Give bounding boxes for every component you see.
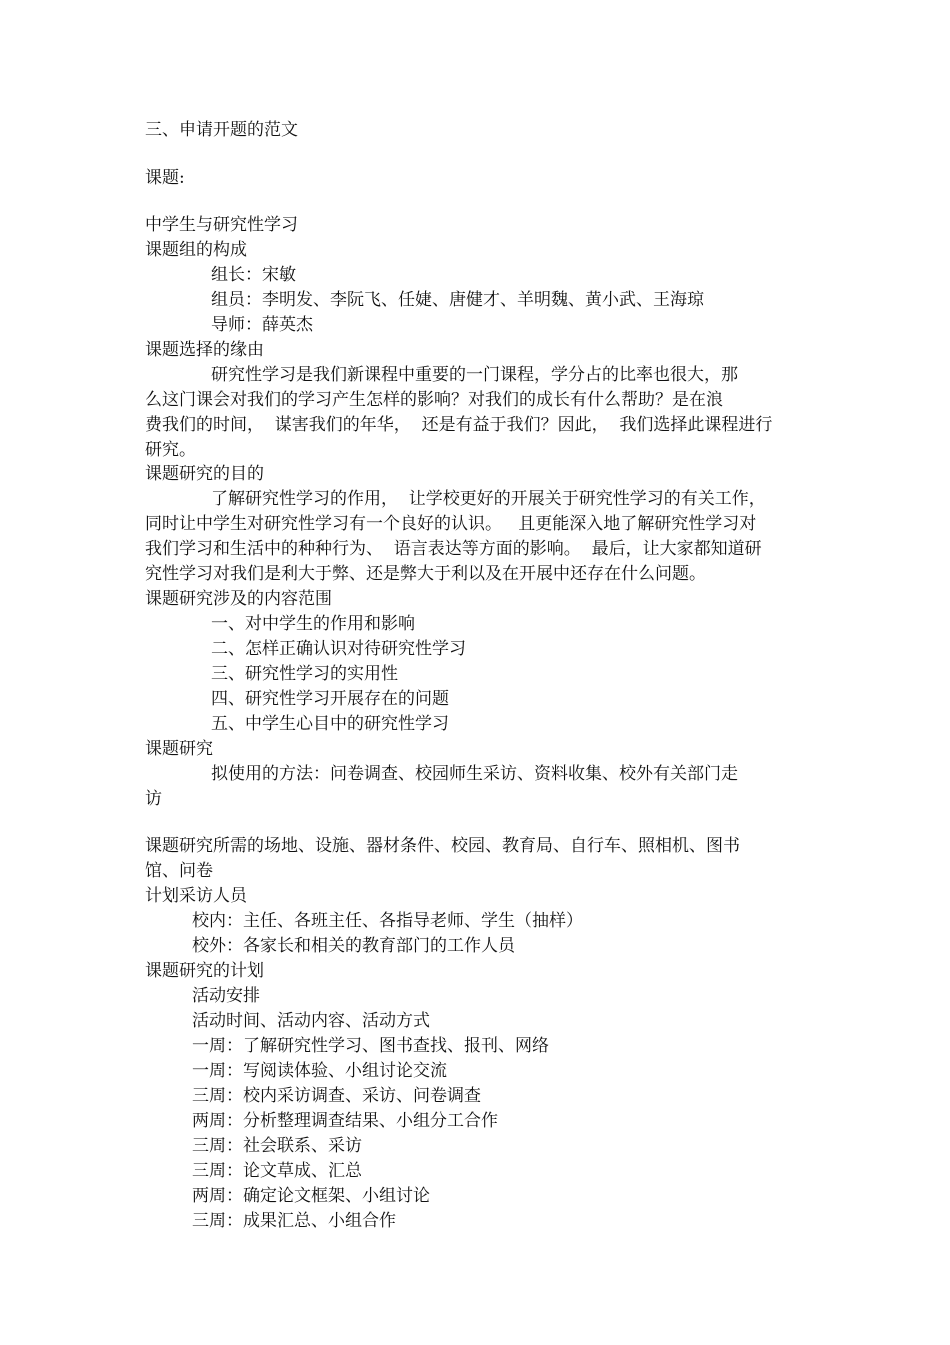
scope-item: 三、研究性学习的实用性 — [211, 664, 398, 684]
plan-item: 三周：校内采访调查、采访、问卷调查 — [192, 1086, 481, 1106]
scope-heading: 课题研究涉及的内容范围 — [145, 589, 332, 609]
plan-subheading: 活动安排 — [192, 986, 260, 1006]
group-members: 组员：李明发、李阮飞、任婕、唐健才、羊明魏、黄小武、王海琼 — [211, 290, 704, 310]
interviews-heading: 计划采访人员 — [145, 886, 247, 906]
method-line: 拟使用的方法：问卷调查、校园师生采访、资料收集、校外有关部门走 — [211, 764, 738, 784]
scope-item: 四、研究性学习开展存在的问题 — [211, 689, 449, 709]
reason-line: 么这门课会对我们的学习产生怎样的影响？对我们的成长有什么帮助？是在浪 — [145, 390, 723, 410]
purpose-line: 了解研究性学习的作用， 让学校更好的开展关于研究性学习的有关工作， — [211, 489, 766, 509]
plan-item: 一周：写阅读体验、小组讨论交流 — [192, 1061, 447, 1081]
method-heading: 课题研究 — [145, 739, 213, 759]
plan-item: 两周：分析整理调查结果、小组分工合作 — [192, 1111, 498, 1131]
plan-item: 一周：了解研究性学习、图书查找、报刊、网络 — [192, 1036, 549, 1056]
method-line: 访 — [145, 789, 162, 809]
interviews-outside: 校外：各家长和相关的教育部门的工作人员 — [192, 936, 515, 956]
plan-item: 两周：确定论文框架、小组讨论 — [192, 1186, 430, 1206]
purpose-line: 我们学习和生活中的种种行为、 语言表达等方面的影响。 最后，让大家都知道研 — [145, 539, 762, 559]
reason-line: 研究。 — [145, 440, 196, 460]
scope-item: 五、中学生心目中的研究性学习 — [211, 714, 449, 734]
reason-heading: 课题选择的缘由 — [145, 340, 264, 360]
purpose-line: 同时让中学生对研究性学习有一个良好的认识。 且更能深入地了解研究性学习对 — [145, 514, 757, 534]
scope-item: 二、怎样正确认识对待研究性学习 — [211, 639, 466, 659]
section-title: 三、申请开题的范文 — [145, 120, 298, 140]
reason-line: 研究性学习是我们新课程中重要的一门课程，学分占的比率也很大，那 — [211, 365, 738, 385]
topic-label: 课题: — [145, 168, 185, 188]
plan-item: 三周：成果汇总、小组合作 — [192, 1211, 396, 1231]
plan-heading: 课题研究的计划 — [145, 961, 264, 981]
purpose-line: 究性学习对我们是利大于弊、还是弊大于利以及在开展中还存在什么问题。 — [145, 564, 706, 584]
plan-columns: 活动时间、活动内容、活动方式 — [192, 1011, 430, 1031]
group-mentor: 导师：薛英杰 — [211, 315, 313, 335]
group-heading: 课题组的构成 — [145, 240, 247, 260]
topic-title: 中学生与研究性学习 — [145, 215, 298, 235]
scope-item: 一、对中学生的作用和影响 — [211, 614, 415, 634]
plan-item: 三周：社会联系、采访 — [192, 1136, 362, 1156]
facilities-line: 课题研究所需的场地、设施、器材条件、校园、教育局、自行车、照相机、图书 — [145, 836, 740, 856]
reason-line: 费我们的时间， 谋害我们的年华， 还是有益于我们？因此， 我们选择此课程进行 — [145, 415, 773, 435]
group-leader: 组长：宋敏 — [211, 265, 296, 285]
plan-item: 三周：论文草成、汇总 — [192, 1161, 362, 1181]
facilities-line: 馆、问卷 — [145, 861, 213, 881]
interviews-inside: 校内：主任、各班主任、各指导老师、学生（抽样） — [192, 911, 583, 931]
purpose-heading: 课题研究的目的 — [145, 464, 264, 484]
